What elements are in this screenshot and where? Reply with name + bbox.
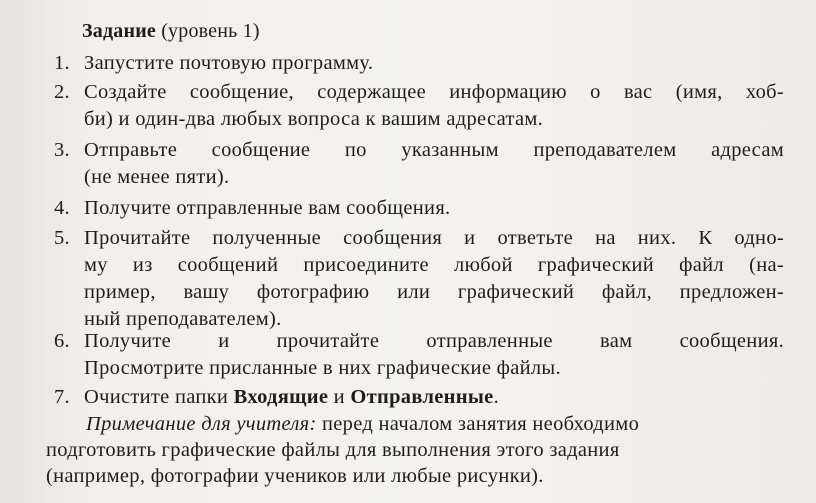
- step-number: 7.: [54, 386, 70, 408]
- step-text-line: Отправьте сообщение по указанным преподавателем адресам: [84, 139, 784, 161]
- step-text-line: Прочитайте полученные сообщения и ответьте на них. К одно-: [84, 227, 784, 249]
- step-text-line: (не менее пяти).: [84, 166, 230, 188]
- step-text-line: [54, 384, 499, 411]
- step-text-line: пример, вашу фотографию или графический файл, предложен-: [84, 281, 784, 303]
- step-7: [54, 384, 499, 411]
- task-title-level: (уровень 1): [156, 20, 260, 42]
- step-5: [54, 225, 784, 333]
- task-title: [82, 19, 260, 43]
- step-7-prefix: Очистите папки: [84, 386, 234, 408]
- note-text: перед началом занятия необходимо: [316, 413, 640, 435]
- note-line: подготовить графические файлы для выполнения этого задания: [46, 439, 620, 461]
- step-number: 4.: [54, 197, 70, 219]
- step-7-suffix: .: [493, 386, 500, 408]
- note-label: Примечание для учителя:: [86, 413, 317, 435]
- step-number: 2.: [54, 81, 70, 103]
- folder-inbox-name: Входящие: [233, 386, 329, 408]
- step-number: 6.: [54, 330, 70, 352]
- step-number: 3.: [54, 139, 70, 161]
- task-title-bold: Задание: [82, 20, 156, 42]
- step-2: [54, 79, 784, 133]
- step-6: [54, 328, 784, 382]
- step-text-line: би) и один-два любых вопроса к вашим адресатам.: [84, 108, 544, 130]
- step-text-line: Получите и прочитайте отправленные вам сообщения.: [84, 330, 784, 352]
- step-text-line: му из сообщений присоедините любой графический файл (на-: [84, 254, 784, 276]
- step-4: [54, 195, 450, 222]
- step-text-line: Просмотрите присланные в них графические файлы.: [84, 357, 561, 379]
- step-number: 1.: [54, 52, 70, 74]
- step-7-conjunction: и: [328, 386, 351, 408]
- step-text-line: ный преподавателем).: [84, 308, 282, 330]
- step-number: 5.: [54, 227, 70, 249]
- teacher-note: [46, 411, 639, 489]
- note-line: [46, 411, 639, 437]
- step-text-line: Запустите почтовую программу.: [84, 52, 374, 74]
- note-line: (например, фотографии учеников или любые рисунки).: [46, 465, 544, 487]
- step-1: [54, 50, 373, 77]
- folder-sent-name: Отправленные: [350, 386, 494, 408]
- step-3: [54, 137, 784, 191]
- step-text-line: Создайте сообщение, содержащее информацию о вас (имя, хоб-: [84, 81, 784, 103]
- step-text-line: Получите отправленные вам сообщения.: [84, 197, 451, 219]
